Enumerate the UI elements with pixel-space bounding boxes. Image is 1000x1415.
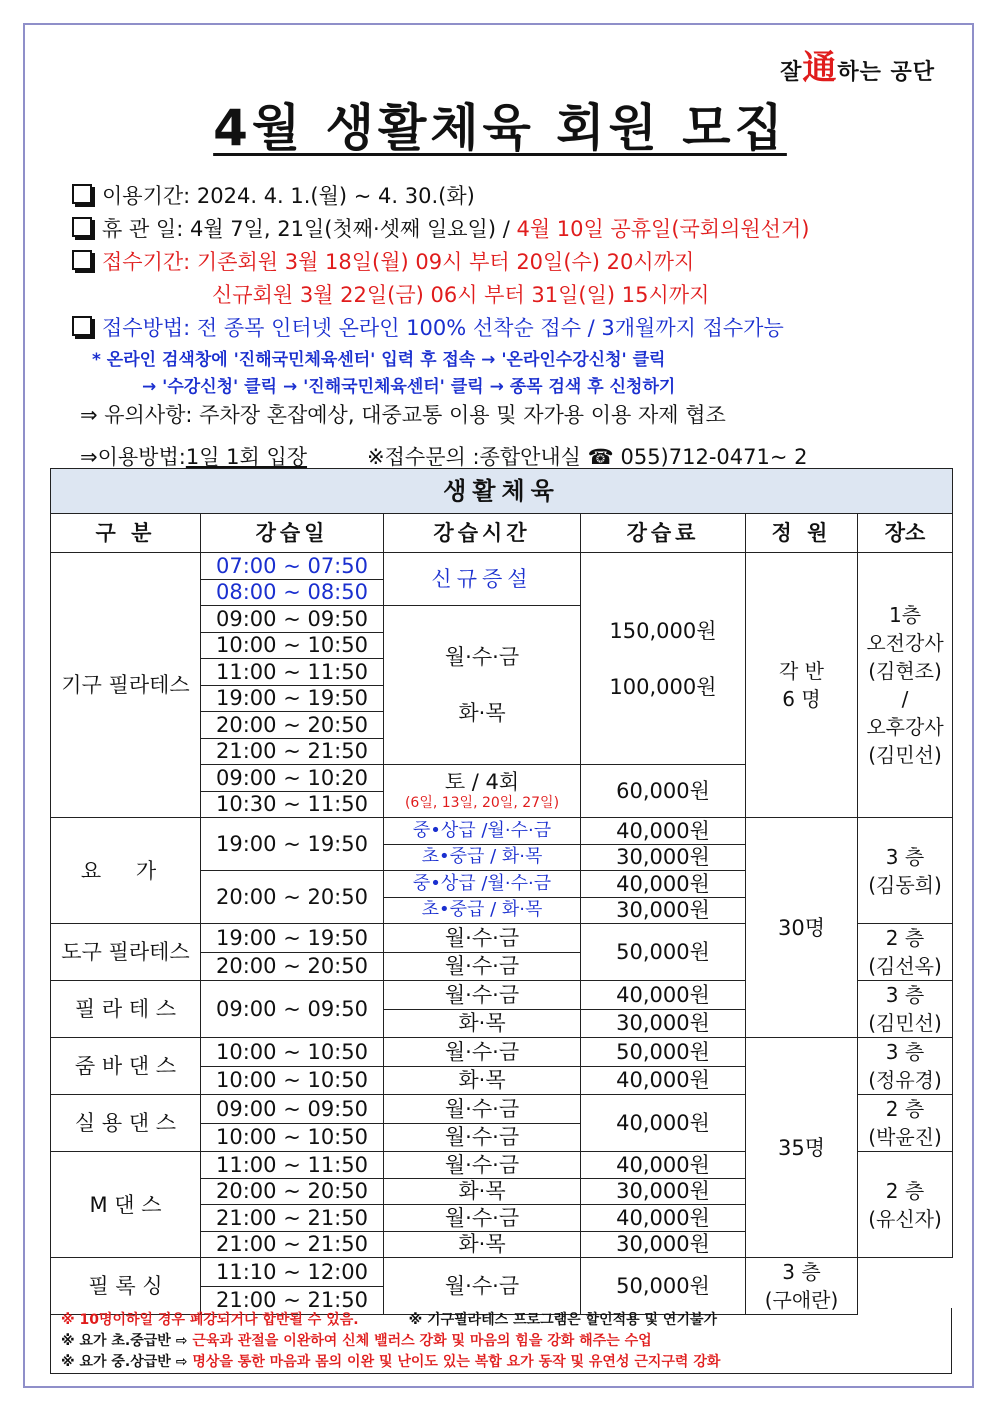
table-caption: 생활체육 [51,469,953,514]
note-1 [61,1310,941,1331]
online-step-2: → '수강신청' 클릭 → '진해국민체육센터' 클릭 → 종목 검색 후 신청하기 [142,377,676,397]
capacity-equip: 각 반 6 명 [746,553,858,818]
schedule-table [50,468,953,1315]
time-cell: 20:00 ~ 20:50 [201,1178,384,1205]
sat-dates: (6일, 13일, 20일, 27일) [404,795,560,811]
table-row [51,1038,953,1067]
level-cell: 중•상급 /월·수·금 [384,871,581,898]
time-cell: 21:00 ~ 21:50 [201,1205,384,1232]
time-cell: 20:00 ~ 20:50 [201,871,384,924]
fee-cell: 40,000원 [581,818,746,845]
days-cell [384,606,581,765]
fee-cell: 40,000원 [581,1066,746,1095]
fee-cell: 50,000원 [581,1038,746,1067]
level-cell: 중•상급 /월·수·금 [384,818,581,845]
page-title-text: 4월 생활체육 회원 모집 [213,99,787,157]
time-cell: 21:00 ~ 21:50 [201,1231,384,1258]
fee-cell: 30,000원 [581,897,746,924]
fee-cell: 60,000원 [581,765,746,818]
time-cell: 11:00 ~ 11:50 [201,1152,384,1179]
place-boxing: 3 층 (구애란) [746,1258,858,1315]
contact-text: ※접수문의 :종합안내실 ☎ 055)712-0471~ 2 [367,445,808,469]
sat-cell [384,765,581,818]
fee-cell: 30,000원 [581,1009,746,1038]
closed-holiday-text: 4월 10일 공휴일(국회의원선거) [516,217,810,241]
slogan-post: 하는 공단 [837,60,935,85]
time-cell: 19:00 ~ 19:50 [201,924,384,953]
fee-cell: 40,000원 [581,871,746,898]
fee-cell: 40,000원 [581,1205,746,1232]
time-cell: 11:10 ~ 12:00 [201,1258,384,1287]
notes-box [50,1308,952,1374]
fee-100000: 100,000원 [609,674,717,699]
note-2 [61,1331,941,1352]
days-cell: 월·수·금 [384,981,581,1010]
time-cell: 11:00 ~ 11:50 [201,659,384,686]
usage-value: 1일 1회 입장 [185,445,308,469]
place-pilates: 3 층 (김민선) [858,981,953,1038]
checkbox-icon [72,316,92,336]
place-m-dance: 2 층 (유신자) [858,1152,953,1258]
fee-150000: 150,000원 [609,618,717,643]
info-section [72,180,972,474]
new-class-label: 신규증설 [384,553,581,606]
fee-cell: 30,000원 [581,844,746,871]
time-cell: 19:00 ~ 19:50 [201,685,384,712]
slogan [780,40,935,89]
fee-cell: 30,000원 [581,1178,746,1205]
info-registration [72,246,972,279]
checkbox-icon [72,217,92,237]
slogan-highlight: 通 [802,48,838,88]
usage-label: ⇒이용방법: [80,445,186,469]
days-cell: 화·목 [384,1066,581,1095]
program-pilates: 필 라 테 스 [51,981,201,1038]
header-category: 구 분 [51,514,201,553]
days-cell: 월·수·금 [384,1152,581,1179]
info-online-2 [72,372,972,399]
sat-label: 토 / 4회 [444,770,520,794]
registration-existing: 접수기간: 기존회원 3월 18일(월) 09시 부터 20일(수) 20시까지 [102,250,695,274]
place-zumba: 3 층 (정유경) [858,1038,953,1095]
header-time: 강습시간 [384,514,581,553]
registration-new: 신규회원 3월 22일(금) 06시 부터 31일(일) 15시까지 [212,283,710,307]
time-cell: 07:00 ~ 07:50 [201,553,384,580]
days-cell: 월·수·금 [384,1038,581,1067]
page-title [0,88,1000,160]
days-cell: 화·목 [384,1009,581,1038]
checkbox-icon [72,250,92,270]
table-row [51,553,953,580]
days-cell: 월·수·금 [384,1095,581,1124]
level-cell: 초•중급 / 화·목 [384,897,581,924]
time-cell: 10:00 ~ 10:50 [201,1066,384,1095]
program-tool-pilates: 도구 필라테스 [51,924,201,981]
fee-cell: 40,000원 [581,1095,746,1152]
info-period [72,180,972,213]
time-cell: 10:00 ~ 10:50 [201,1123,384,1152]
place-yoga: 3 층 (김동희) [858,818,953,924]
time-cell: 09:00 ~ 10:20 [201,765,384,792]
time-cell: 08:00 ~ 08:50 [201,579,384,606]
days-tt: 화·목 [458,701,506,725]
days-cell: 월·수·금 [384,924,581,953]
fee-cell [581,553,746,765]
fee-cell: 40,000원 [581,981,746,1010]
info-registration-new [72,279,972,312]
note-3-text: 명상을 통한 마음과 몸의 이완 및 난이도 있는 복합 요가 동작 및 유연성 근지구력 강화 [192,1354,721,1370]
days-mwf: 월·수·금 [444,645,520,669]
table-row [51,818,953,845]
place-tool-pilates: 2 층 (김선옥) [858,924,953,981]
fee-cell: 50,000원 [581,1258,746,1315]
header-capacity: 정 원 [746,514,858,553]
checkbox-icon [72,184,92,204]
period-text: 이용기간: 2024. 4. 1.(월) ~ 4. 30.(화) [102,184,475,208]
program-boxing: 필 록 싱 [51,1258,201,1315]
note-3-label: ※ 요가 중.상급반 ⇨ [61,1354,193,1370]
days-cell: 화·목 [384,1231,581,1258]
header-days: 강습일 [201,514,384,553]
table-row [51,1258,953,1287]
note-2-text: 근육과 관절을 이완하여 신체 밸러스 강화 및 마음의 힘을 강화 해주는 수업 [192,1333,652,1349]
table-header-row [51,514,953,553]
time-cell: 10:00 ~ 10:50 [201,632,384,659]
info-caution [72,399,972,441]
place-equip: 1층 오전강사 (김현조) / 오후강사 (김민선) [858,553,953,818]
fee-cell: 30,000원 [581,1231,746,1258]
program-yoga: 요 가 [51,818,201,924]
program-equip-pilates: 기구 필라테스 [51,553,201,818]
info-online-1 [72,345,972,372]
place-practical-dance: 2 층 (박윤진) [858,1095,953,1152]
time-cell: 09:00 ~ 09:50 [201,1095,384,1124]
method-text: 접수방법: 전 종목 인터넷 온라인 100% 선착순 접수 / 3개월까지 접수가능 [102,316,784,340]
info-closed [72,213,972,246]
days-cell: 화·목 [384,1178,581,1205]
online-step-1: * 온라인 검색창에 '진해국민체육센터' 입력 후 접속 → '온라인수강신청' 클릭 [92,350,666,370]
days-cell: 월·수·금 [384,1258,581,1315]
program-m-dance: M 댄 스 [51,1152,201,1258]
program-zumba: 줌 바 댄 스 [51,1038,201,1095]
time-cell: 21:00 ~ 21:50 [201,1286,384,1315]
time-cell: 10:00 ~ 10:50 [201,1038,384,1067]
info-method [72,312,972,345]
header-place: 장소 [858,514,953,553]
fee-cell: 50,000원 [581,924,746,981]
note-1a: ※ 10명이하일 경우 폐강되거나 합반될 수 있음. [61,1312,359,1328]
note-3 [61,1352,941,1373]
time-cell: 09:00 ~ 09:50 [201,981,384,1038]
time-cell: 10:30 ~ 11:50 [201,791,384,818]
note-2-label: ※ 요가 초.중급반 ⇨ [61,1333,193,1349]
time-cell: 09:00 ~ 09:50 [201,606,384,633]
closed-text: 휴 관 일: 4월 7일, 21일(첫째·셋째 일요일) / [102,217,517,241]
time-cell: 20:00 ~ 20:50 [201,952,384,981]
program-practical-dance: 실 용 댄 스 [51,1095,201,1152]
level-cell: 초•중급 / 화·목 [384,844,581,871]
time-cell: 19:00 ~ 19:50 [201,818,384,871]
time-cell: 20:00 ~ 20:50 [201,712,384,739]
capacity-35: 35명 [746,1038,858,1258]
days-cell: 월·수·금 [384,1205,581,1232]
time-cell: 21:00 ~ 21:50 [201,738,384,765]
caution-text: ⇒ 유의사항: 주차장 혼잡예상, 대중교통 이용 및 자가용 이용 자제 협조 [80,403,726,427]
header-fee: 강습료 [581,514,746,553]
days-cell: 월·수·금 [384,952,581,981]
slogan-pre: 잘 [780,60,803,85]
note-1b: ※ 기구필라테스 프로그램은 할인적용 및 연기불가 [408,1312,718,1328]
days-cell: 월·수·금 [384,1123,581,1152]
capacity-30: 30명 [746,818,858,1038]
fee-cell: 40,000원 [581,1152,746,1179]
